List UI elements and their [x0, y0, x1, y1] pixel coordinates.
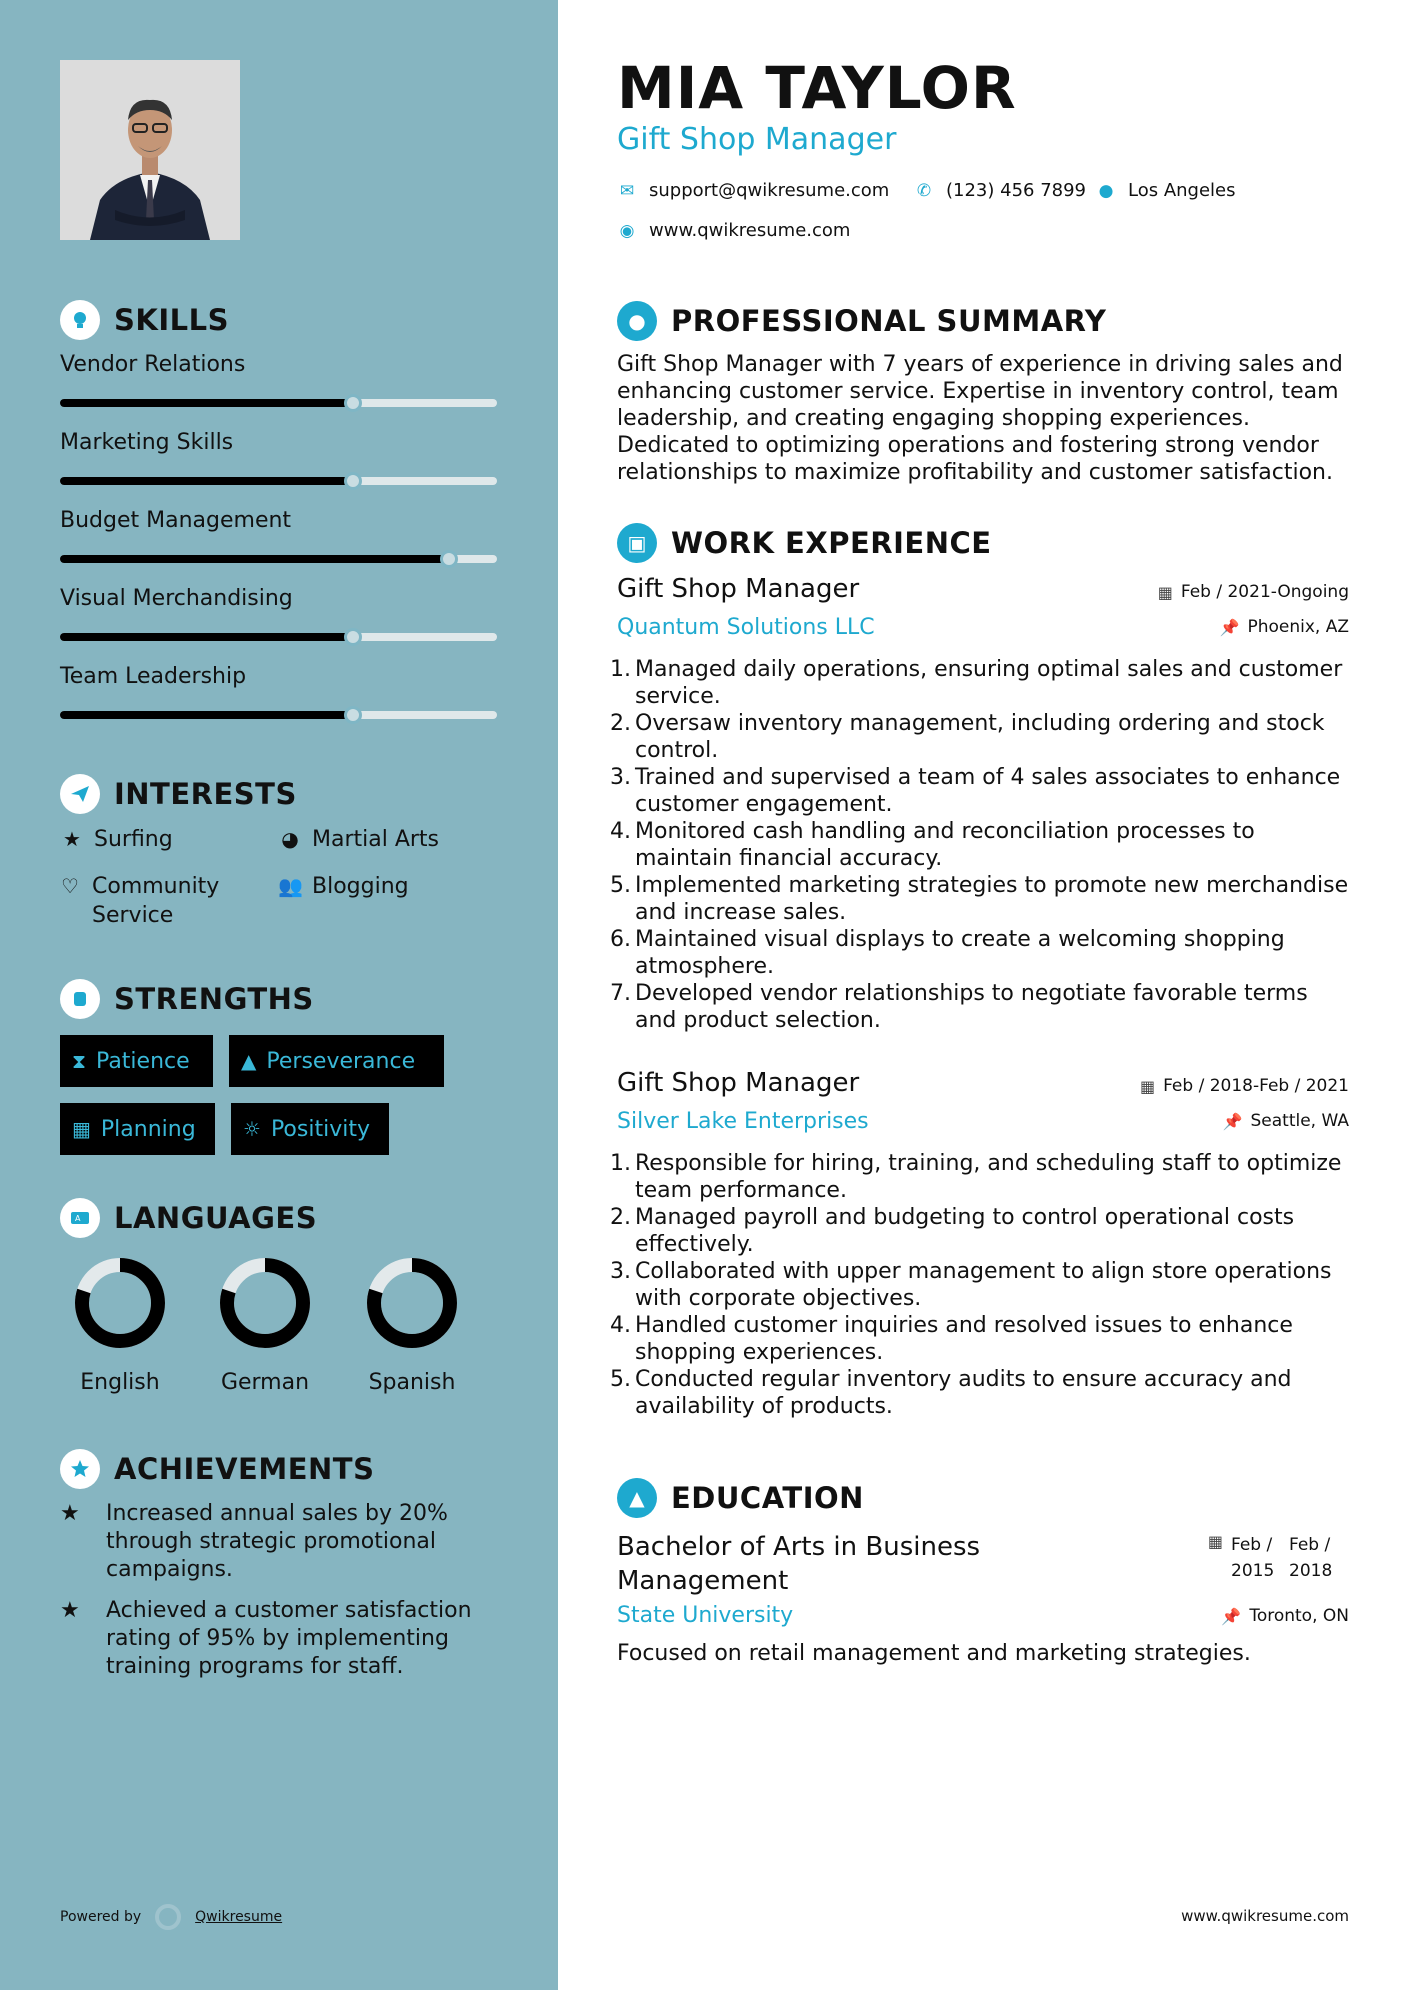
globe-icon: ◕ [281, 827, 299, 851]
language-icon [60, 1198, 100, 1238]
list-item: 2. Managed payroll and budgeting to control operational costs effectively. [610, 1205, 1295, 1257]
list-item: 2. Oversaw inventory management, including ordering and stock control. [610, 711, 1325, 763]
job-title: Gift Shop Manager [617, 574, 860, 604]
pin-icon: 📌 [1221, 1606, 1242, 1626]
strength-label: Perseverance [266, 1048, 416, 1074]
achievement-item [60, 1597, 500, 1681]
skills-title: SKILLS [114, 303, 229, 337]
briefcase-icon: ▣ [617, 523, 657, 563]
education-location [1221, 1606, 1349, 1626]
strengths-header [60, 979, 314, 1019]
user-icon: ● [617, 301, 657, 341]
achievements-title: ACHIEVEMENTS [114, 1452, 375, 1486]
school: State University [617, 1603, 794, 1628]
job-company: Silver Lake Enterprises [617, 1109, 869, 1134]
interest-item [58, 872, 258, 930]
job-dates [1140, 1076, 1349, 1096]
interests-header [60, 774, 297, 814]
mail-icon: ✉ [619, 180, 635, 201]
contact-location [1096, 180, 1236, 201]
list-item: 5. Conducted regular inventory audits to ensure accuracy and availability of products. [610, 1367, 1292, 1419]
language-gauge [210, 1255, 320, 1355]
contact-email[interactable] [617, 180, 889, 201]
trophy-icon [60, 1449, 100, 1489]
skill-knob [344, 628, 362, 646]
candidate-role: Gift Shop Manager [617, 122, 897, 157]
achievement-item [60, 1500, 500, 1584]
job-location-text: Seattle, WA [1250, 1111, 1349, 1131]
heart-icon: ♡ [61, 874, 79, 898]
list-item: 3. Trained and supervised a team of 4 sales associates to enhance customer engagement. [610, 765, 1341, 817]
strength-label: Patience [96, 1048, 190, 1074]
experience-title: WORK EXPERIENCE [671, 526, 992, 560]
list-item: 5. Implemented marketing strategies to promote new merchandise and increase sales. [610, 873, 1349, 925]
strength-label: Planning [100, 1116, 196, 1142]
powered-by-label: Powered by [60, 1909, 142, 1925]
sidebar [0, 0, 558, 1990]
phone-icon: ✆ [916, 180, 932, 201]
users-icon: 👥 [278, 874, 303, 898]
job-dates [1158, 582, 1349, 602]
skills-header [60, 300, 229, 340]
job-dates-text: Feb / 2021-Ongoing [1180, 582, 1349, 602]
languages-header [60, 1198, 317, 1238]
skill-bar [60, 477, 497, 485]
strengths-title: STRENGTHS [114, 982, 314, 1016]
summary-title: PROFESSIONAL SUMMARY [671, 304, 1107, 338]
list-item: 1. Responsible for hiring, training, and scheduling staff to optimize team performance. [610, 1151, 1342, 1203]
languages-title: LANGUAGES [114, 1201, 318, 1235]
qwikresume-logo-icon [155, 1904, 181, 1930]
language-label: English [80, 1370, 160, 1395]
job-title: Gift Shop Manager [617, 1068, 860, 1098]
degree: Bachelor of Arts in Business Management [617, 1532, 981, 1596]
hourglass-icon: ⧗ [72, 1049, 87, 1073]
language-label: Spanish [368, 1370, 456, 1395]
skill-name: Vendor Relations [60, 352, 246, 377]
calendar-icon: ▦ [72, 1117, 91, 1141]
star-medal-icon: ★ [60, 1598, 80, 1623]
language-gauge [65, 1255, 175, 1355]
map-pin-icon: ● [1098, 180, 1114, 201]
calendar-icon: ▦ [1139, 1076, 1156, 1096]
interest-label: Surfing [94, 827, 173, 852]
job-location-text: Phoenix, AZ [1247, 617, 1349, 637]
education-location-text: Toronto, ON [1249, 1606, 1349, 1626]
skill-name: Marketing Skills [60, 430, 234, 455]
interest-item [278, 825, 439, 854]
skill-bar [60, 555, 497, 563]
achievement-text: Achieved a customer satisfaction rating of 95% by implementing training programs for staff. [106, 1598, 472, 1679]
education-header [617, 1478, 864, 1518]
achievements-header [60, 1449, 374, 1489]
education-start-text: Feb / 2015 [1231, 1535, 1275, 1581]
achievement-text: Increased annual sales by 20% through strategic promotional campaigns. [106, 1501, 448, 1582]
job-location [1223, 1111, 1349, 1131]
road-icon: ▲ [241, 1049, 257, 1073]
job-dates-text: Feb / 2018-Feb / 2021 [1163, 1076, 1349, 1096]
strength-badge [60, 1103, 215, 1155]
website-text: www.qwikresume.com [649, 220, 851, 241]
calendar-icon: ▦ [1207, 1532, 1223, 1551]
svg-text:A: A [75, 1214, 81, 1223]
skill-knob [344, 706, 362, 724]
skill-name: Visual Merchandising [60, 586, 293, 611]
strength-label: Positivity [270, 1116, 370, 1142]
sun-icon: ☼ [243, 1117, 261, 1141]
calendar-icon: ▦ [1157, 582, 1173, 602]
skill-name: Team Leadership [60, 664, 247, 689]
list-item: 3. Collaborated with upper management to align store operations with corporate objectives. [610, 1259, 1332, 1311]
skill-knob [344, 472, 362, 490]
list-item: 7. Developed vendor relationships to negotiate favorable terms and product selection. [610, 981, 1308, 1033]
job-bullets [610, 656, 1355, 1034]
list-item: 6. Maintained visual displays to create a welcoming shopping atmosphere. [610, 927, 1285, 979]
strength-badge [60, 1035, 213, 1087]
profile-photo [60, 60, 240, 240]
interest-item [278, 872, 409, 901]
skill-knob [344, 394, 362, 412]
job-bullets [610, 1150, 1355, 1420]
paper-plane-icon [60, 774, 100, 814]
phone-text: (123) 456 7899 [946, 180, 1087, 201]
pin-icon: 📌 [1222, 1111, 1243, 1131]
skill-name: Budget Management [60, 508, 292, 533]
globe-icon: ◉ [619, 220, 635, 241]
interest-item [60, 825, 173, 854]
lightbulb-icon [60, 300, 100, 340]
pin-icon: 📌 [1219, 617, 1240, 637]
candidate-name: MIA TAYLOR [617, 54, 1017, 122]
education-title: EDUCATION [671, 1481, 864, 1515]
education-end: Feb / 2018 [1289, 1535, 1333, 1581]
list-item: 1. Managed daily operations, ensuring optimal sales and customer service. [610, 657, 1343, 709]
summary-text: Gift Shop Manager with 7 years of experience in driving sales and enhancing customer service. Expertise in inventory control, team leadership, and creating engaging shopping experiences. Dedicated to optimizing operations and fostering strong vendor relationships to maximize profitability and customer satisfaction. [617, 352, 1343, 485]
powered-by [60, 1904, 282, 1930]
skill-bar [60, 399, 497, 407]
skill-bar [60, 711, 497, 719]
strength-badge [229, 1035, 444, 1087]
interest-label: Community Service [92, 874, 220, 928]
strength-badge [231, 1103, 389, 1155]
list-item: 4. Handled customer inquiries and resolved issues to enhance shopping experiences. [610, 1313, 1293, 1365]
star-icon: ★ [63, 827, 81, 851]
location-text: Los Angeles [1128, 180, 1236, 201]
language-gauge [357, 1255, 467, 1355]
interest-label: Blogging [312, 874, 409, 899]
job-company: Quantum Solutions LLC [617, 615, 875, 640]
job-location [1220, 617, 1349, 637]
interest-label: Martial Arts [312, 827, 440, 852]
education-description: Focused on retail management and marketing strategies. [617, 1641, 1251, 1666]
skill-knob [440, 550, 458, 568]
star-medal-icon: ★ [60, 1501, 80, 1526]
email-text: support@qwikresume.com [649, 180, 890, 201]
education-start [1208, 1532, 1287, 1584]
footer-site[interactable]: www.qwikresume.com [1181, 1907, 1349, 1925]
experience-header [617, 523, 992, 563]
contact-website[interactable] [617, 220, 850, 241]
summary-header [617, 301, 1106, 341]
brand-link[interactable]: Qwikresume [195, 1909, 283, 1925]
language-label: German [220, 1370, 310, 1395]
fist-icon [60, 979, 100, 1019]
interests-title: INTERESTS [114, 777, 297, 811]
skill-bar [60, 633, 497, 641]
graduation-icon: ▲ [617, 1478, 657, 1518]
list-item: 4. Monitored cash handling and reconciliation processes to maintain financial accuracy. [610, 819, 1255, 871]
contact-phone[interactable] [914, 180, 1086, 201]
